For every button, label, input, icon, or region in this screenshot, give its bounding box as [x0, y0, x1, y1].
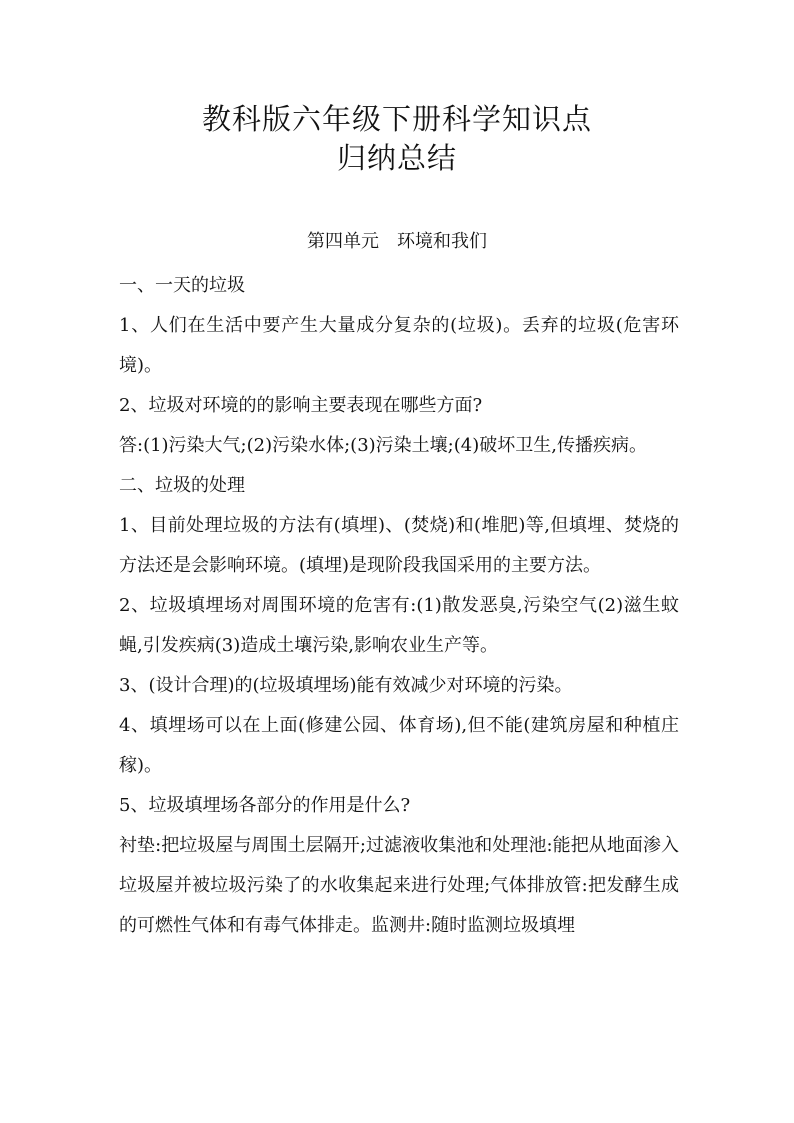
paragraph: 答:(1)污染大气;(2)污染水体;(3)污染土壤;(4)破坏卫生,传播疾病。: [119, 435, 647, 456]
paragraph: 2、垃圾对环境的的影响主要表现在哪些方面?: [119, 395, 483, 416]
unit-heading: [0, 229, 794, 255]
paragraph: 1、目前处理垃圾的方法有(填埋)、(焚烧)和(堆肥)等,但填埋、焚烧的方法还是会影响环境。(填埋)是现阶段我国采用的主要方法。: [119, 515, 679, 576]
unit-name: 环境和我们: [397, 231, 487, 252]
document-title-line-1: 教科版六年级下册科学知识点: [201, 102, 592, 136]
paragraph: 4、填埋场可以在上面(修建公园、体育场),但不能(建筑房屋和种植庄稼)。: [119, 715, 679, 776]
paragraph: 1、人们在生活中要产生大量成分复杂的(垃圾)。丢弃的垃圾(危害环境)。: [119, 315, 679, 376]
paragraph: 衬垫:把垃圾屋与周围土层隔开;过滤液收集池和处理池:能把从地面渗入垃圾屋并被垃圾污染了的水收集起来进行处理;气体排放管:把发酵生成的可燃性气体和有毒气体排走。监测井:随时监测垃圾填埋: [119, 835, 679, 936]
paragraph: 5、垃圾填埋场各部分的作用是什么?: [119, 795, 411, 816]
paragraph: 3、(设计合理)的(垃圾填埋场)能有效减少对环境的污染。: [119, 675, 573, 696]
document-title-line-2: 归纳总结: [336, 141, 457, 175]
section-heading-2: 二、垃圾的处理: [119, 475, 245, 496]
unit-number: 第四单元: [307, 231, 379, 252]
paragraph: 2、垃圾填埋场对周围环境的危害有:(1)散发恶臭,污染空气(2)滋生蚊蝇,引发疾病(3)造成土壤污染,影响农业生产等。: [119, 595, 679, 656]
section-heading-1: 一、一天的垃圾: [119, 275, 245, 296]
document-body: [119, 266, 679, 946]
